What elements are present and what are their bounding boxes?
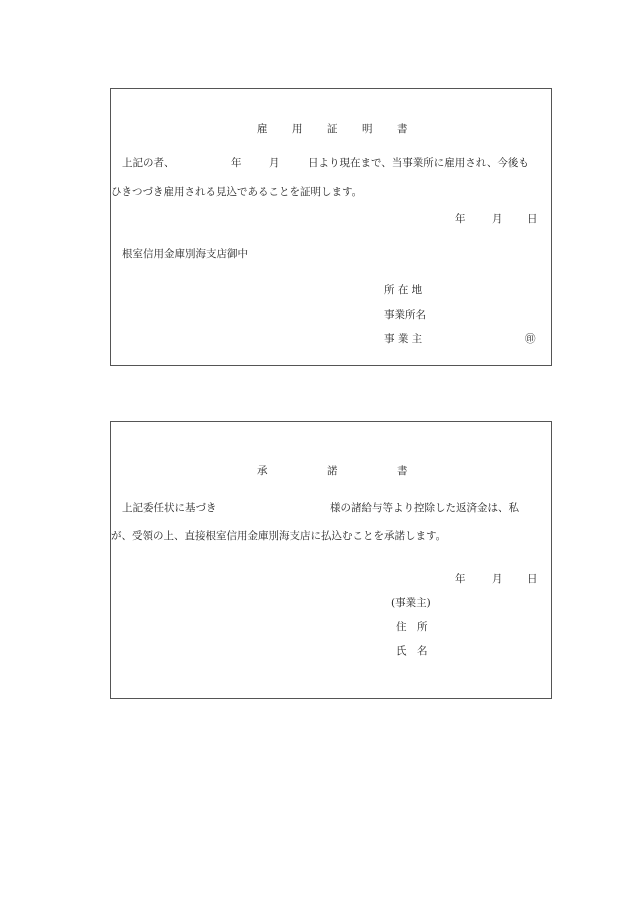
address-label: 住 所	[396, 621, 428, 633]
date-month: 月	[492, 573, 503, 585]
body-line2: が、受領の上、直接根室信用金庫別海支店に払込むことを承諾します。	[111, 530, 447, 542]
consent-letter-form	[110, 421, 552, 699]
employment-certificate-form	[110, 88, 552, 366]
date-day: 日	[527, 213, 538, 225]
employer-label: (事業主)	[391, 597, 431, 609]
body-month: 月	[269, 157, 280, 169]
date-year: 年	[455, 213, 466, 225]
seal-mark: ㊞	[525, 333, 536, 345]
body-line2: ひきつづき雇用される見込であることを証明します。	[111, 186, 363, 198]
body-line1-prefix: 上記委任状に基づき	[122, 502, 217, 514]
location-label: 所 在 地	[384, 284, 423, 296]
body-year: 年	[231, 157, 242, 169]
title-char: 用	[292, 123, 303, 135]
title-char: 書	[397, 465, 408, 477]
body-line1-suffix: 様の諸給与等より控除した返済金は、私	[330, 502, 519, 514]
employer-label: 事 業 主	[384, 333, 423, 345]
title-char: 諾	[327, 465, 338, 477]
title-char: 書	[397, 123, 408, 135]
name-label: 氏 名	[396, 645, 428, 657]
title-char: 承	[257, 465, 268, 477]
date-year: 年	[455, 573, 466, 585]
date-month: 月	[492, 213, 503, 225]
addressee: 根室信用金庫別海支店御中	[122, 248, 248, 260]
title-char: 明	[362, 123, 373, 135]
body-line1-prefix: 上記の者、	[122, 157, 175, 169]
title-char: 雇	[257, 123, 268, 135]
body-line1-suffix: 日より現在まで、当事業所に雇用され、今後も	[308, 157, 529, 169]
title-char: 証	[327, 123, 338, 135]
date-day: 日	[527, 573, 538, 585]
office-name-label: 事業所名	[384, 309, 426, 321]
